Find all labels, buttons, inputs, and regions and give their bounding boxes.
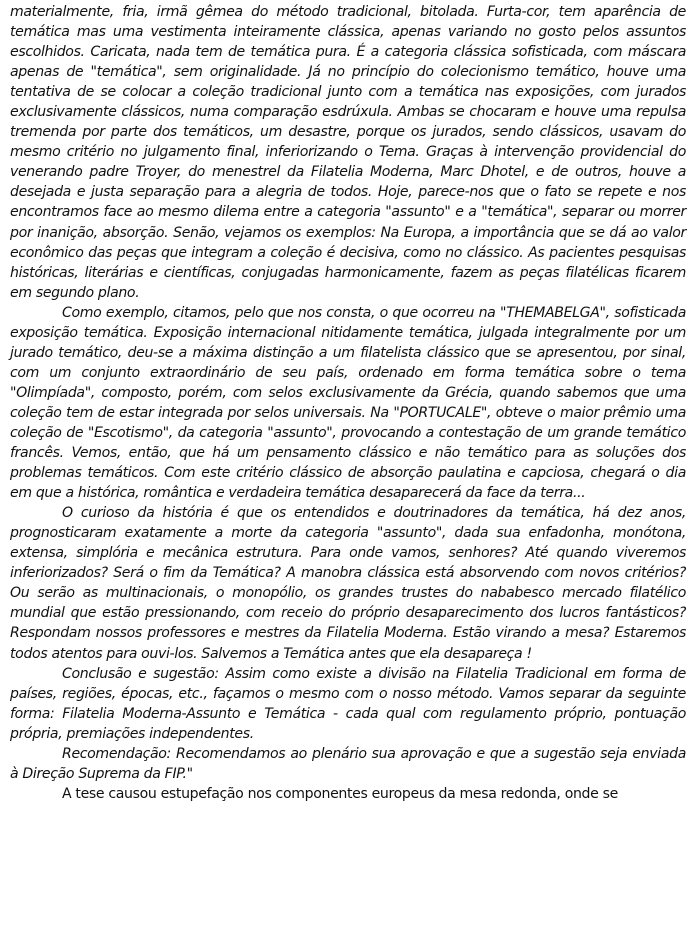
paragraph-4: Conclusão e sugestão: Assim como existe a divisão na Filatelia Tradicional em forma de países, regiões, épocas, etc., façamos o mesmo com o nosso método. Vamos separar da seguinte forma: Filatelia Moderna-Assunto e Temática - cada qual com regulamento próprio, pontuação própria, premiações independentes.	[10, 665, 686, 742]
paragraph-3: O curioso da história é que os entendidos e doutrinadores da temática, há dez anos, prognosticaram exatamente a morte da categoria "assunto", dada sua enfadonha, monótona, extensa, simplória e mecânica estrutura. Para onde vamos, senhores? Até quando viveremos inferiorizados? Será o fim da Temática? A manobra clássica está absorvendo com novos critérios? Ou serão as multinacionais, o monopólio, os grandes trustes do nababesco mercado filatélico mundial que estão pressionando, com receio do próprio desaparecimento dos lucros fantásticos? Respondam nossos professores e mestres da Filatelia Moderna. Estão virando a mesa? Estaremos todos atentos para ouvi-los. Salvemos a Temática antes que ela desapareça !	[10, 505, 686, 662]
paragraph-1: materialmente, fria, irmã gêmea do método tradicional, bitolada. Furta-cor, tem aparência de temática mas uma vestimenta inteiramente clássica, apenas variando no gosto pelos assuntos escolhidos. Caricata, nada tem de temática pura. É a categoria clássica sofisticada, com máscara apenas de "temática", sem originalidade. Já no princípio do colecionismo temático, houve uma tentativa de se colocar a coleção tradicional junto com a temática nas exposições, com jurados exclusivamente clássicos, numa comparação esdrúxula. Ambas se chocaram e houve uma repulsa tremenda por parte dos temáticos, um desastre, porque os jurados, sendo clássicos, usavam do mesmo critério no julgamento final, inferiorizando o Tema. Graças à intervenção providencial do venerando padre Troyer, do menestrel da Filatelia Moderna, Marc Dhotel, e de outros, houve a desejada e justa separação para a alegria de todos. Hoje, parece-nos que o fato se repete e nos encontramos face ao mesmo dilema entre a categoria "assunto" e a "temática", separar ou morrer por inanição, absorção. Senão, vejamos os exemplos: Na Europa, a importância que se dá ao valor econômico das peças que integram a coleção é decisiva, como no clássico. As pacientes pesquisas históricas, literárias e científicas, conjugadas harmonicamente, fazem as peças filatélicas ficarem em segundo plano.	[10, 4, 686, 301]
document-page	[10, 2, 686, 804]
paragraph-5: Recomendação: Recomendamos ao plenário sua aprovação e que a sugestão seja enviada à Direção Suprema da FIP."	[10, 745, 686, 782]
paragraph-2: Como exemplo, citamos, pelo que nos consta, o que ocorreu na "THEMABELGA", sofisticada exposição temática. Exposição internacional nitidamente temática, julgada integralmente por um jurado temático, deu-se a máxima distinção a um filatelista clássico que se apresentou, por sinal, com um conjunto extraordinário de seu país, ordenado em forma temática sobre o tema "Olimpíada", composto, porém, com selos exclusivamente da Grécia, quando sabemos que uma coleção tem de estar integrada por selos universais. Na "PORTUCALE", obteve o maior prêmio uma coleção de "Escotismo", da categoria "assunto", provocando a contestação de um grande temático francês. Vemos, então, que há um pensamento clássico e não temático para as soluções dos problemas temáticos. Com este critério clássico de absorção paulatina e capciosa, chegará o dia em que a histórica, romântica e verdadeira temática desaparecerá da face da terra...	[10, 304, 686, 502]
paragraph-6: A tese causou estupefação nos componentes europeus da mesa redonda, onde se	[62, 785, 618, 802]
